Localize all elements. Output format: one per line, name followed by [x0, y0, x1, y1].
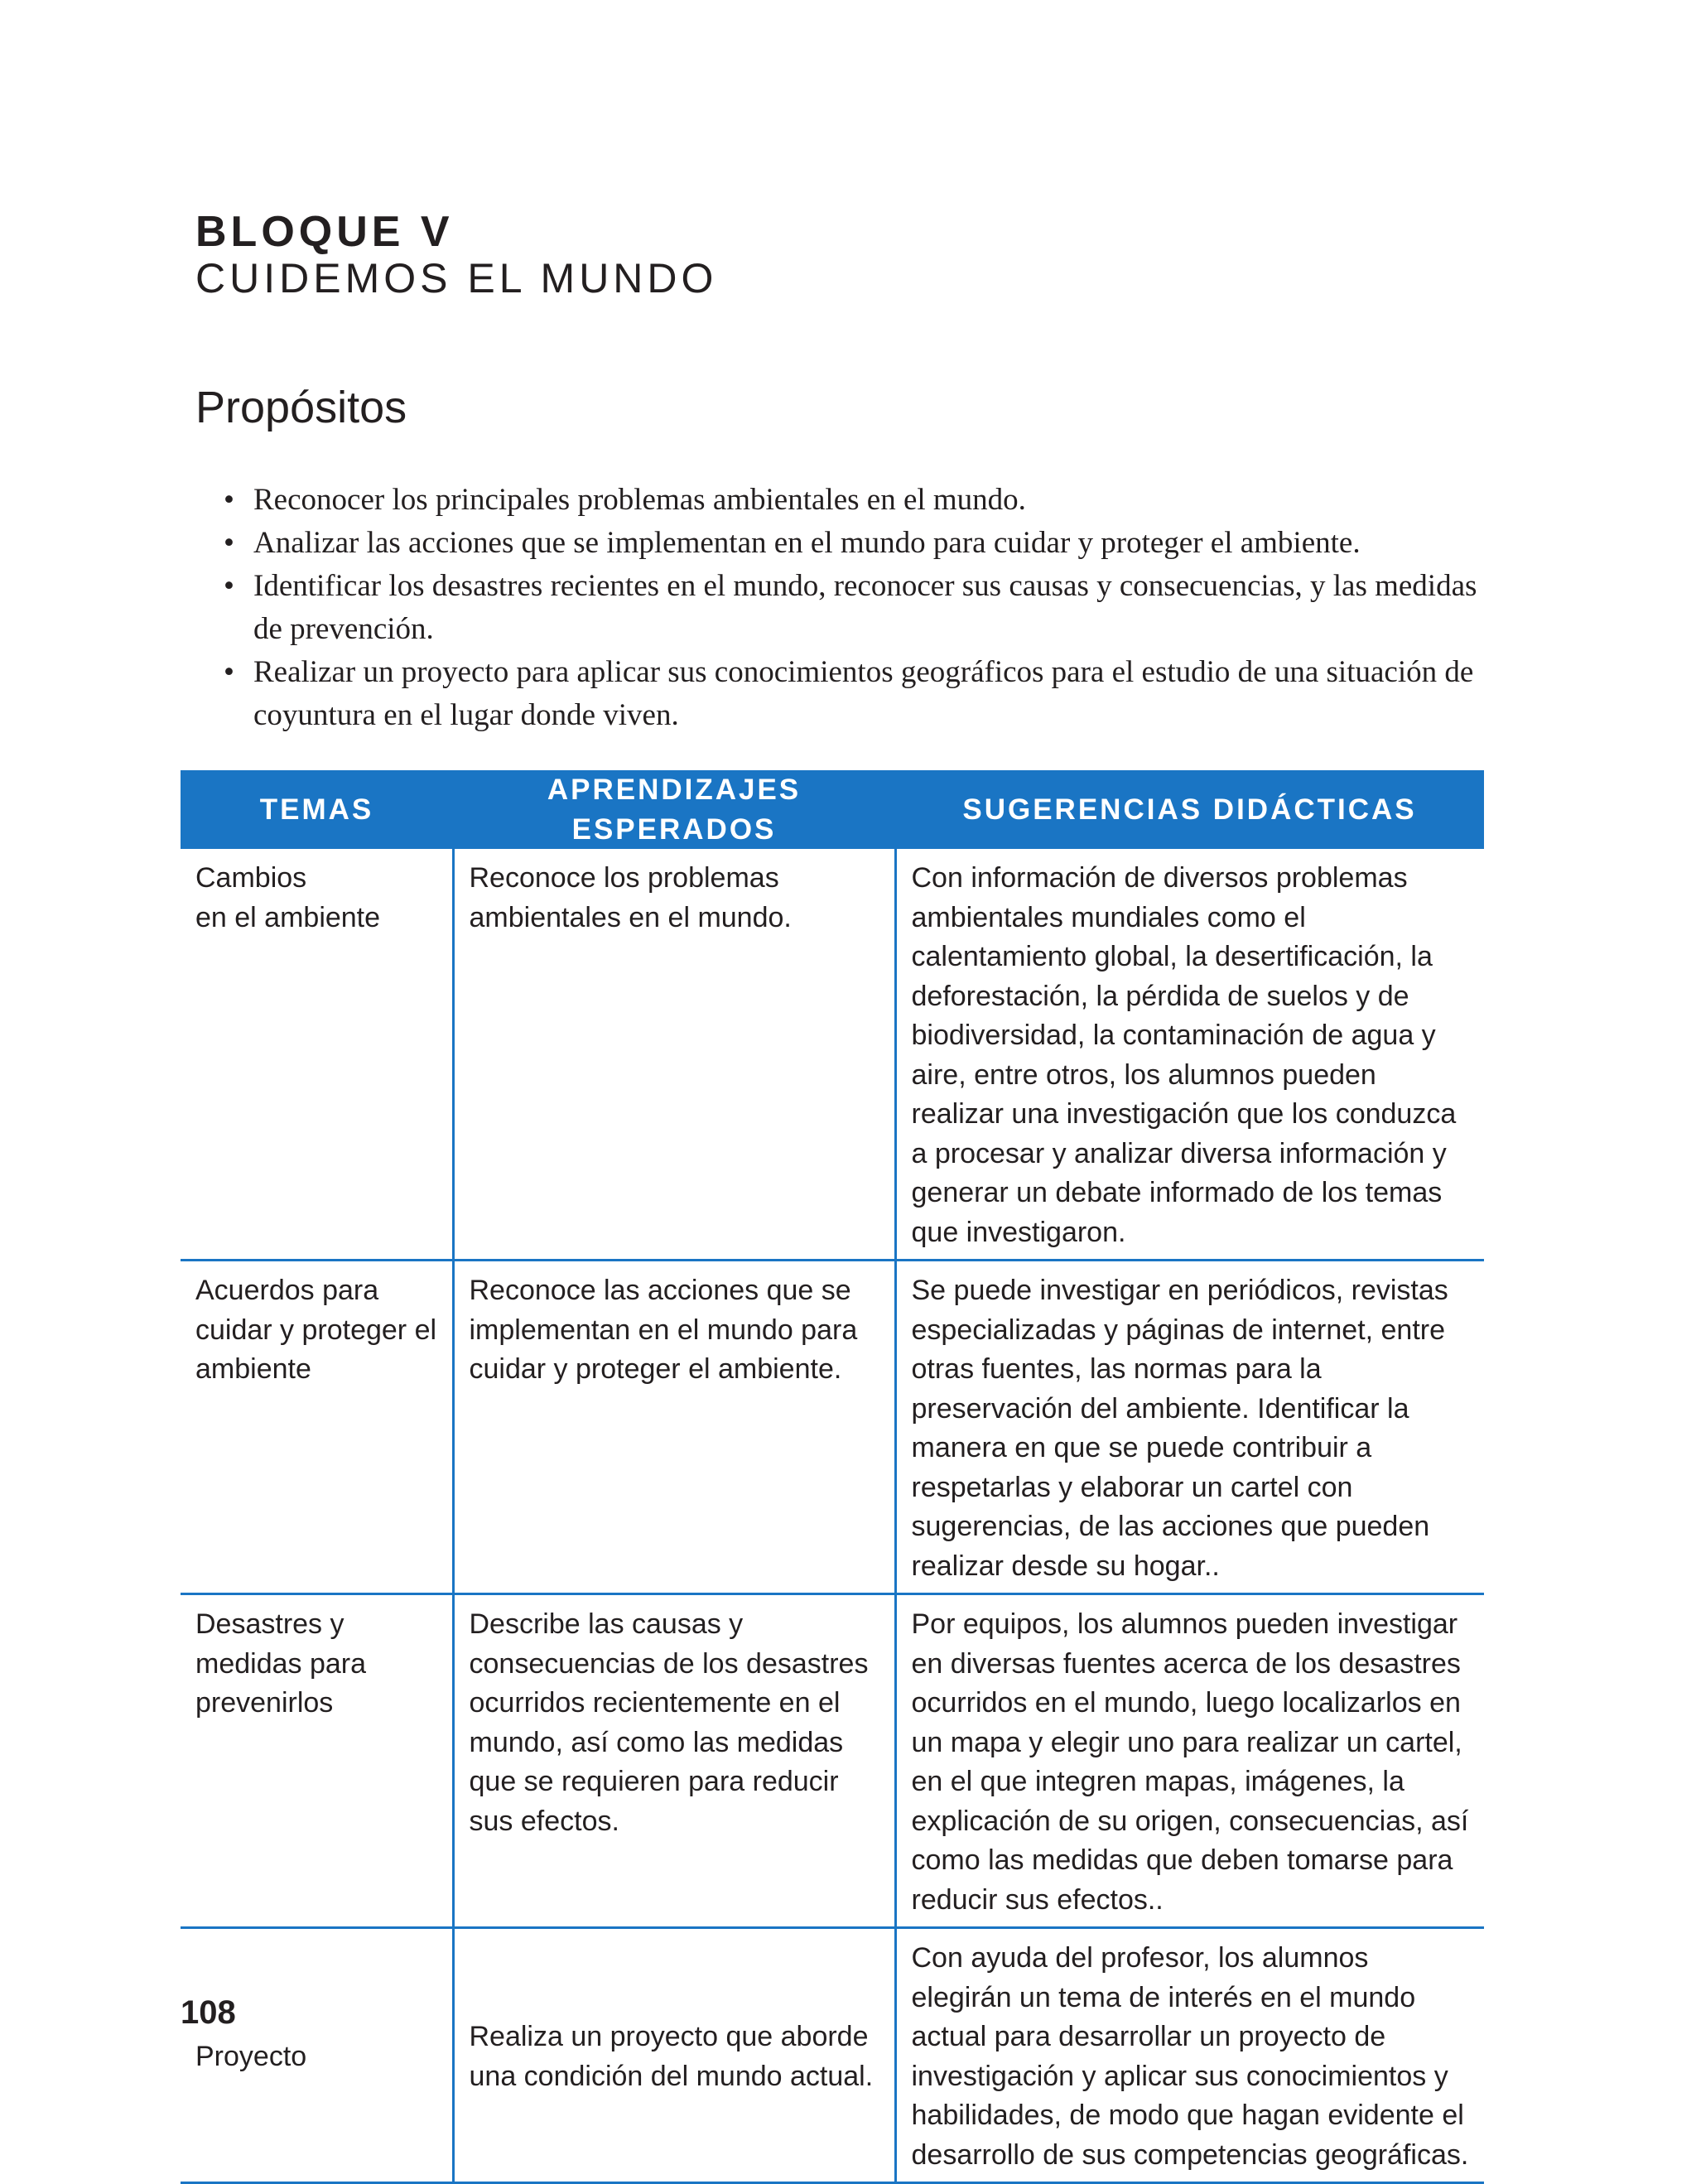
bullet-icon: • [224, 483, 234, 517]
header-aprendizajes: APRENDIZAJES ESPERADOS [453, 770, 895, 849]
purpose-text: Identificar los desastres recientes en el mundo, reconocer sus causas y consecuencias, y las medidas de prevención. [253, 569, 1477, 646]
purpose-text: Realizar un proyecto para aplicar sus conocimientos geográficos para el estudio de una situación de coyuntura en el lugar donde viven. [253, 655, 1474, 732]
header-temas: TEMAS [181, 770, 453, 849]
table-row [181, 1928, 1484, 2183]
table-body [181, 849, 1484, 2183]
curriculum-table [181, 770, 1484, 2184]
purpose-text: Reconocer los principales problemas ambientales en el mundo. [253, 483, 1026, 517]
bullet-icon: • [224, 526, 234, 560]
tema-text: Cambios en el ambiente [195, 862, 381, 933]
table-row [181, 849, 1484, 1261]
cell-aprendizaje: Describe las causas y consecuencias de los desastres ocurridos recientemente en el mundo, así como las medidas que se requieren para reducir sus efectos. [453, 1594, 895, 1928]
block-label: BLOQUE V [195, 208, 454, 256]
purpose-item [224, 651, 1482, 737]
purpose-item [224, 565, 1482, 651]
cell-tema [181, 849, 453, 1261]
cell-tema: Desastres y medidas para prevenirlos [181, 1594, 453, 1928]
cell-aprendizaje: Realiza un proyecto que aborde una condición del mundo actual. [453, 1928, 895, 2183]
cell-aprendizaje: Reconoce las acciones que se implementan en el mundo para cuidar y proteger el ambiente. [453, 1261, 895, 1594]
cell-sugerencia: Con información de diversos problemas ambientales mundiales como el calentamiento global, la desertificación, la deforestación, la pérdida de suelos y de biodiversidad, la contaminación de agua y aire, entre otros, los alumnos pueden realizar una investigación que los conduzca a procesar y analizar diversa información y generar un debate informado de los temas que investigaron. [895, 849, 1484, 1261]
cell-tema: Acuerdos para cuidar y proteger el ambiente [181, 1261, 453, 1594]
cell-sugerencia: Por equipos, los alumnos pueden investigar en diversas fuentes acerca de los desastres ocurridos en el mundo, luego localizarlos en un mapa y elegir uno para realizar un cartel, en el que integren mapas, imágenes, la explicación de su origen, consecuencias, así como las medidas que deben tomarse para reducir sus efectos.. [895, 1594, 1484, 1928]
bullet-icon: • [224, 569, 234, 603]
page-number: 108 [181, 1994, 236, 2031]
table-header-row [181, 770, 1484, 849]
cell-aprendizaje: Reconoce los problemas ambientales en el mundo. [453, 849, 895, 1261]
table-row [181, 1261, 1484, 1594]
purposes-list [224, 479, 1482, 737]
bullet-icon: • [224, 655, 234, 689]
block-title: CUIDEMOS EL MUNDO [195, 255, 718, 301]
cell-tema: Proyecto [181, 1928, 453, 2183]
purpose-text: Analizar las acciones que se implementan en el mundo para cuidar y proteger el ambiente. [253, 526, 1361, 560]
purposes-heading: Propósitos [195, 383, 407, 432]
purpose-item [224, 479, 1482, 522]
table-header [181, 770, 1484, 849]
table-row [181, 1594, 1484, 1928]
header-sugerencias: SUGERENCIAS DIDÁCTICAS [895, 770, 1484, 849]
cell-sugerencia: Se puede investigar en periódicos, revistas especializadas y páginas de internet, entre otras fuentes, las normas para la preservación del ambiente. Identificar la manera en que se puede contribuir a respetarlas y elaborar un cartel con sugerencias, de las acciones que pueden realizar desde su hogar.. [895, 1261, 1484, 1594]
cell-sugerencia: Con ayuda del profesor, los alumnos elegirán un tema de interés en el mundo actual para desarrollar un proyecto de investigación y aplicar sus conocimientos y habilidades, de modo que hagan evidente el desarrollo de sus competencias geográficas. [895, 1928, 1484, 2183]
purpose-item [224, 522, 1482, 565]
